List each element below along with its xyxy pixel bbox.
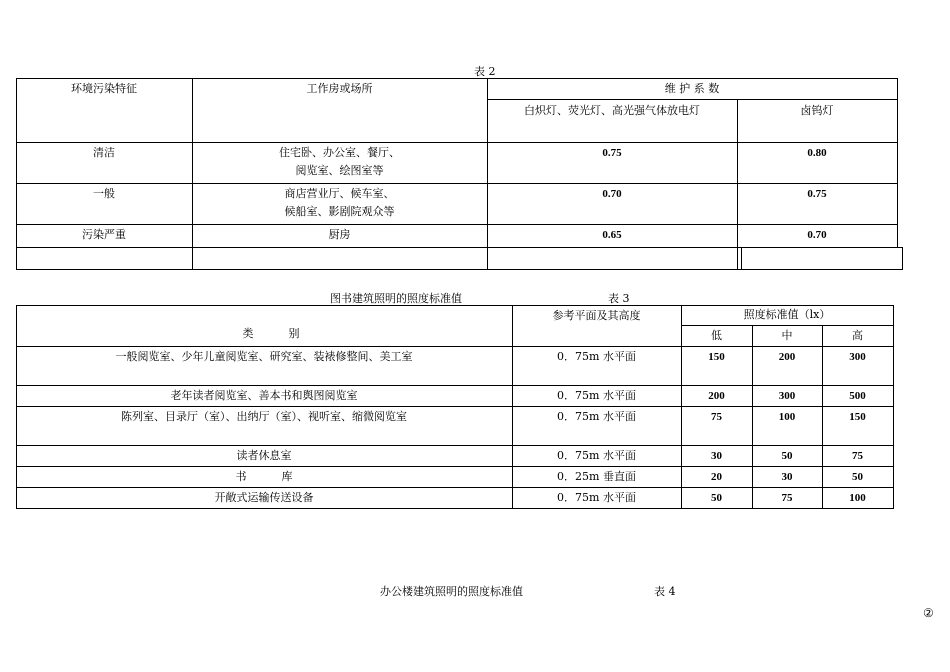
t2-row3-env: 污染严重 bbox=[82, 228, 126, 241]
t3-row6-cat: 开敞式运输传送设备 bbox=[214, 491, 314, 504]
table4-title: 办公楼建筑照明的照度标准值 bbox=[380, 585, 523, 598]
t2-header-lamp2: 卤钨灯 bbox=[800, 104, 834, 117]
t2-header-place: 工作房或场所 bbox=[306, 82, 373, 95]
t3-row4-high: 75 bbox=[852, 450, 863, 462]
t3-row5-cat: 书 库 bbox=[235, 470, 293, 483]
table3-caption: 表 3 bbox=[608, 292, 630, 305]
t3-row6-low: 50 bbox=[711, 492, 722, 504]
t3-row1-cat: 一般阅览室、少年儿童阅览室、研究室、装裱修整间、美工室 bbox=[115, 350, 413, 363]
t3-row6-plane: 0．75m 水平面 bbox=[557, 491, 636, 504]
t3-row3-high: 150 bbox=[849, 411, 866, 423]
t3-row4-plane: 0．75m 水平面 bbox=[557, 449, 636, 462]
t3-row3-plane: 0．75m 水平面 bbox=[557, 410, 636, 423]
t2-header-env: 环境污染特征 bbox=[71, 82, 137, 95]
t2-header-lamp1: 白炽灯、荧光灯、高光强气体放电灯 bbox=[524, 104, 700, 117]
t3-row4-cat: 读者休息室 bbox=[236, 449, 292, 462]
t3-row4-mid: 50 bbox=[781, 450, 793, 462]
t3-row1-high: 300 bbox=[849, 351, 866, 363]
t3-row5-plane: 0．25m 垂直面 bbox=[557, 470, 636, 483]
t2-row2-place: 商店营业厅、候车室、 候船室、影剧院观众等 bbox=[284, 187, 395, 218]
t3-header-category: 类 别 bbox=[242, 327, 300, 340]
t2-row1-v1: 0.75 bbox=[602, 147, 622, 159]
t2-row2-v1: 0.70 bbox=[602, 188, 622, 200]
t3-row5-low: 20 bbox=[711, 471, 722, 483]
t3-row2-low: 200 bbox=[708, 390, 725, 402]
t3-row2-high: 500 bbox=[849, 390, 866, 402]
t3-row5-mid: 30 bbox=[781, 471, 793, 483]
t3-row1-plane: 0．75m 水平面 bbox=[557, 350, 636, 363]
t3-header-mid: 中 bbox=[781, 329, 793, 342]
t3-row1-mid: 200 bbox=[778, 351, 796, 363]
t2-row3-place: 厨房 bbox=[328, 228, 351, 241]
t3-header-low: 低 bbox=[711, 329, 722, 342]
t3-header-high: 高 bbox=[852, 329, 863, 342]
t2-row2-v2: 0.75 bbox=[807, 188, 827, 200]
table3-title: 图书建筑照明的照度标准值 bbox=[330, 292, 462, 305]
t3-header-standard: 照度标准值（lx） bbox=[743, 308, 831, 321]
t3-row1-low: 150 bbox=[708, 351, 725, 363]
t3-row3-cat: 陈列室、目录厅（室）、出纳厅（室）、视听室、缩微阅览室 bbox=[121, 410, 407, 423]
t3-row2-plane: 0．75m 水平面 bbox=[557, 389, 636, 402]
page-number-mark: ② bbox=[923, 606, 934, 620]
t3-row2-mid: 300 bbox=[778, 390, 796, 402]
t3-header-plane: 参考平面及其高度 bbox=[552, 309, 641, 322]
t2-row2-env: 一般 bbox=[93, 187, 115, 200]
t3-row4-low: 30 bbox=[711, 450, 722, 462]
t3-row3-mid: 100 bbox=[778, 411, 796, 423]
table4-caption: 表 4 bbox=[654, 585, 676, 598]
t2-row1-v2: 0.80 bbox=[807, 147, 827, 159]
t3-row6-mid: 75 bbox=[781, 492, 793, 504]
t2-row1-env: 清洁 bbox=[93, 146, 115, 159]
t3-row6-high: 100 bbox=[849, 492, 866, 504]
t2-row3-v1: 0.65 bbox=[602, 229, 622, 241]
t3-row2-cat: 老年读者阅览室、善本书和舆图阅览室 bbox=[170, 389, 358, 402]
t2-row1-place: 住宅卧、办公室、餐厅、 阅览室、绘图室等 bbox=[279, 146, 400, 177]
t3-row5-high: 50 bbox=[852, 471, 863, 483]
t2-row3-v2: 0.70 bbox=[807, 229, 827, 241]
t3-row3-low: 75 bbox=[711, 411, 722, 423]
table2-caption: 表 2 bbox=[474, 65, 496, 78]
t2-header-coef: 维 护 系 数 bbox=[664, 82, 720, 95]
